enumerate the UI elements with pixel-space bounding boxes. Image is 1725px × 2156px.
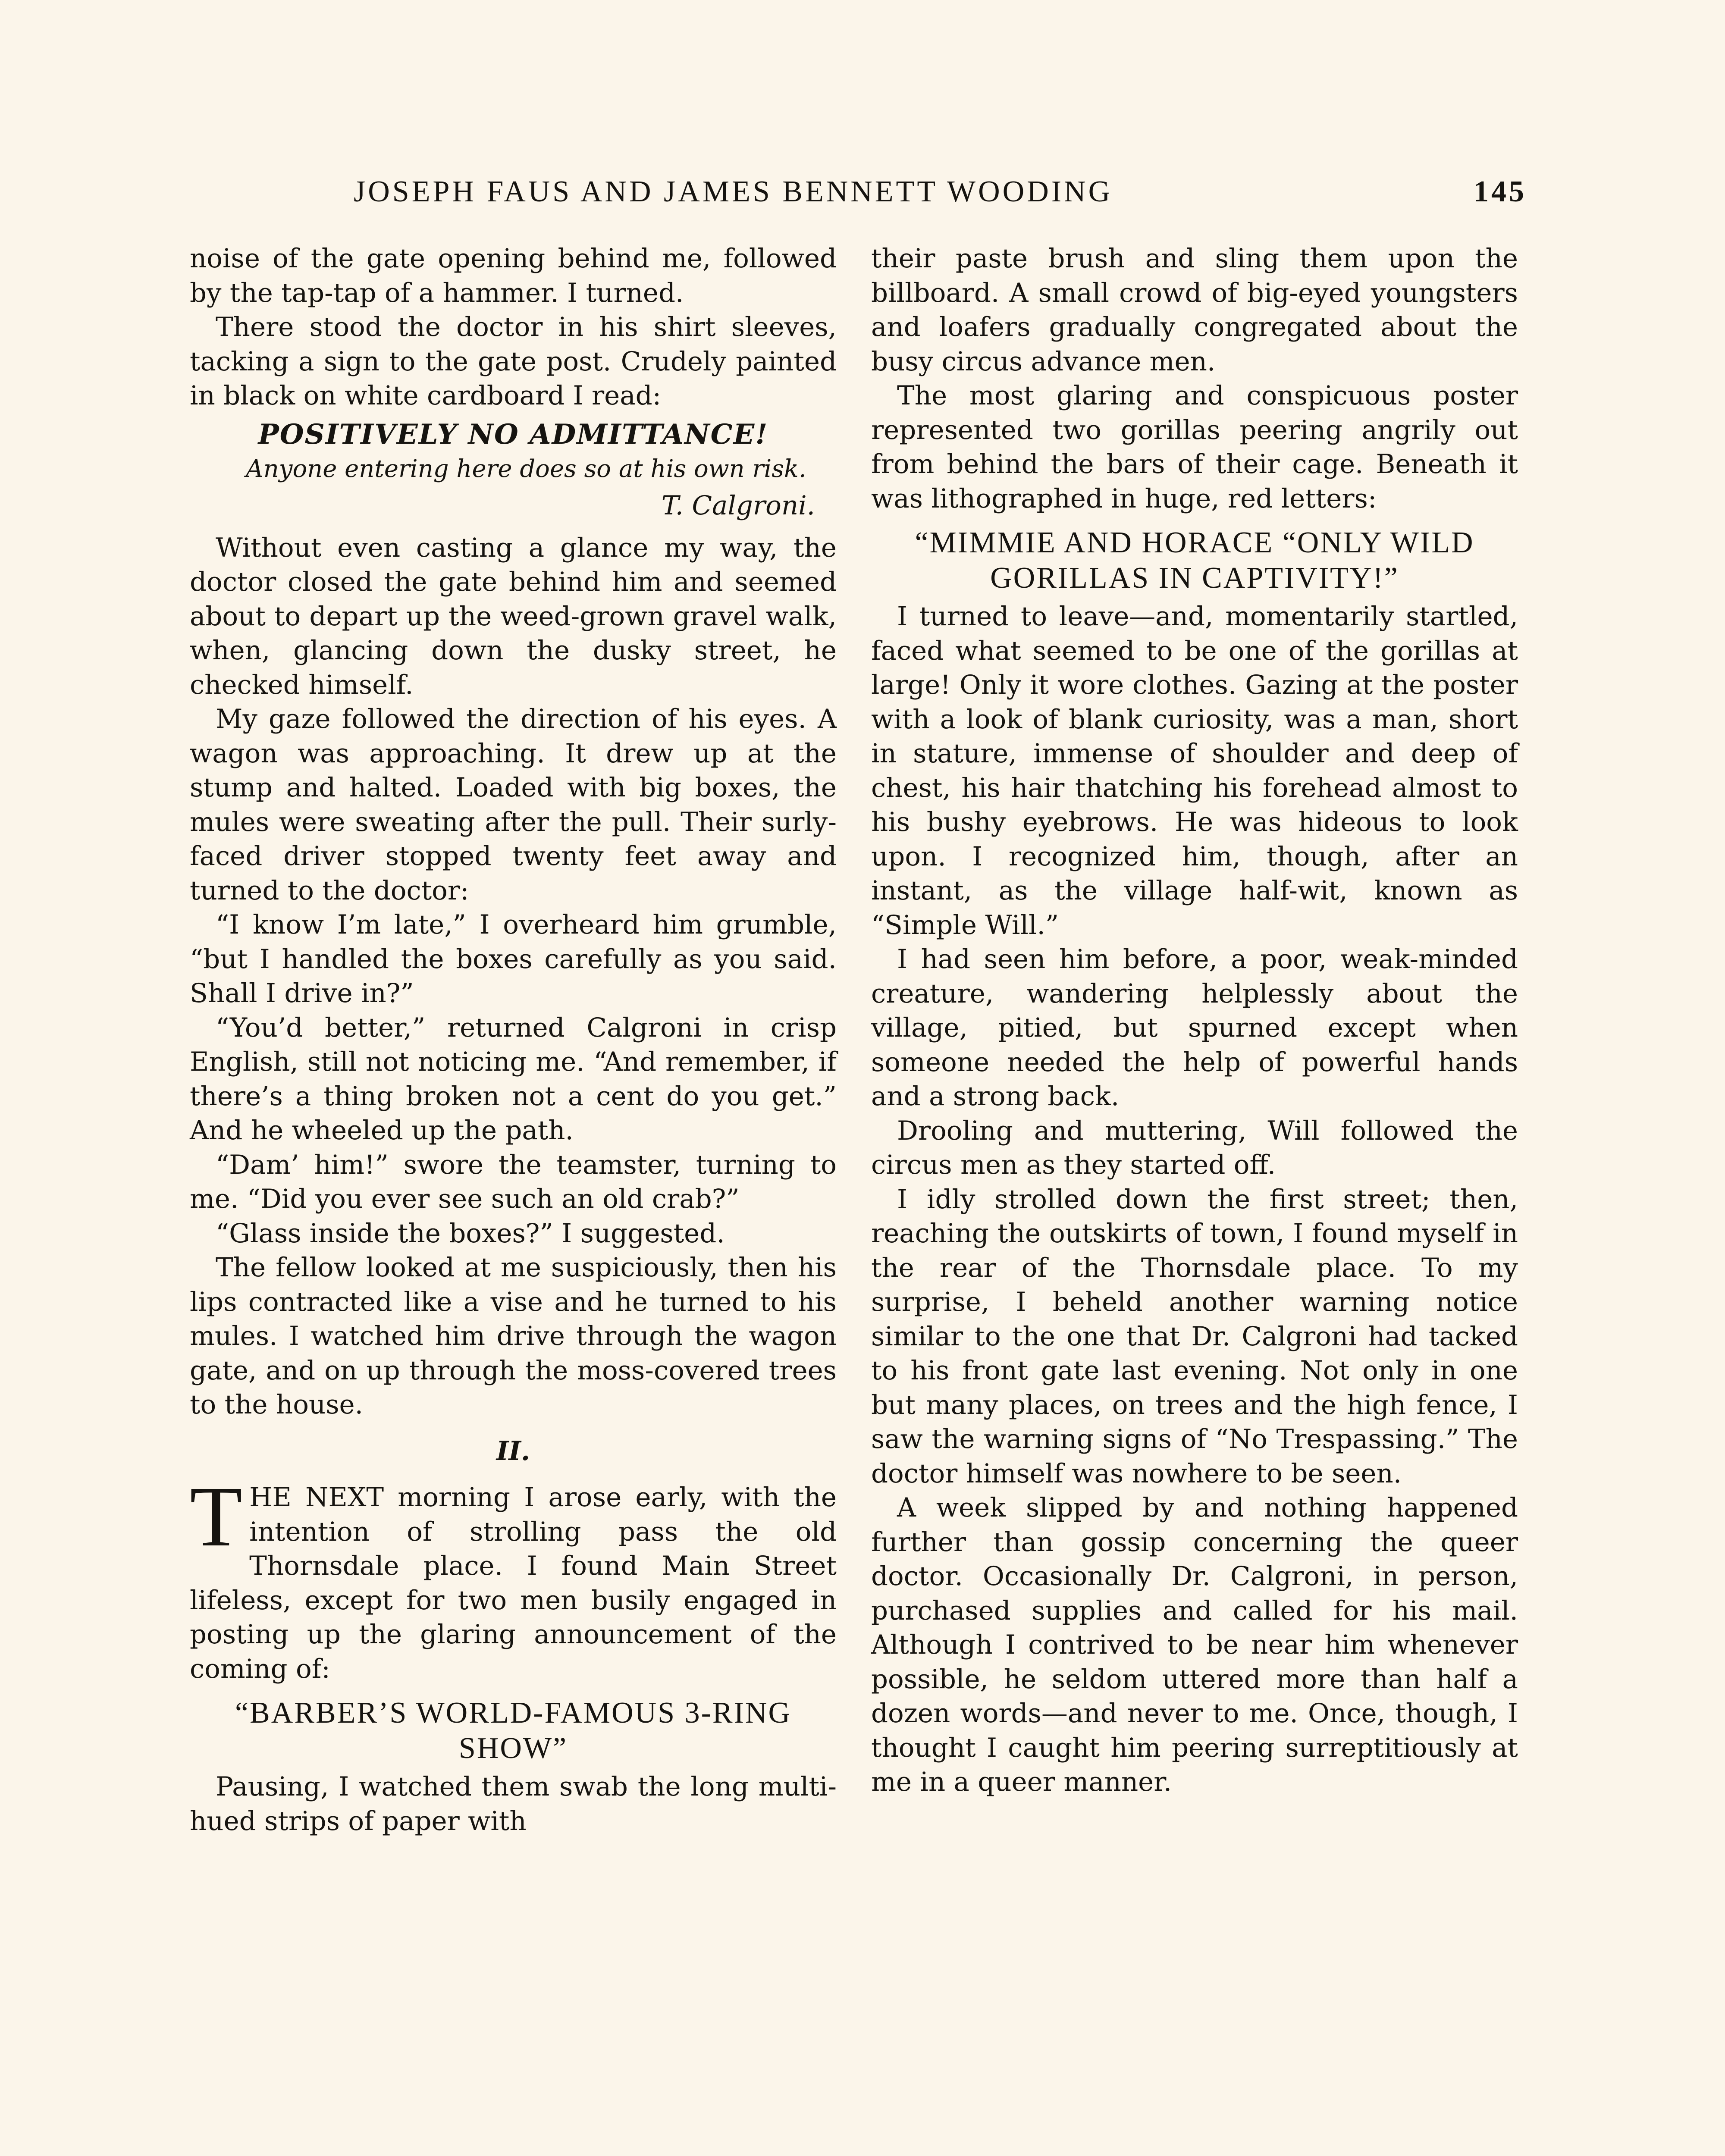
paragraph: I idly strolled down the first street; then, reaching the outskirts of town, I found myself in the rear of the Thornsdale place. To my surprise, I beheld another warning notice similar to the one that Dr. Calgroni had tacked to his front gate last evening. Not only in one but many places, on trees and the high fence, I saw the warning signs of “No Trespassing.” The doctor himself was nowhere to be seen.	[871, 1184, 1518, 1489]
running-header	[354, 170, 1527, 218]
paragraph: “You’d better,” returned Calgroni in crisp English, still not noticing me. “And remember, if there’s a thing broken not a cent do you get.” And he wheeled up the path.	[190, 1012, 837, 1146]
section-heading: II.	[496, 1435, 530, 1467]
paragraph: HE NEXT morning I arose early, with the intention of strolling pass the old Thornsdale place. I found Main Street lifeless, except for two men busily engaged in posting up the glaring announcement of the coming of:	[190, 1482, 837, 1684]
paragraph: A week slipped by and nothing happened further than gossip concerning the queer doctor. Occasionally Dr. Calgroni, in person, purchased supplies and called for his mail. Although I contrived to be near him whenever possible, he seldom uttered more than half a dozen words—and never to me. Once, though, I thought I caught him peering surreptitiously at me in a queer manner.	[871, 1492, 1518, 1797]
sign-body: Anyone entering here does so at his own risk.	[246, 455, 806, 483]
sign-signature: T. Calgroni.	[661, 490, 815, 521]
paragraph: My gaze followed the direction of his eyes. A wagon was approaching. It drew up at the stump and halted. Loaded with big boxes, the mules were sweating after the pull. Their surly-faced driver stopped twenty feet away and turned to the doctor:	[190, 704, 837, 906]
running-title: JOSEPH FAUS AND JAMES BENNETT WOODING	[354, 175, 1113, 208]
paragraph: There stood the doctor in his shirt sleeves, tacking a sign to the gate post. Crudely painted in black on white cardboard I read:	[190, 312, 837, 411]
paragraph: noise of the gate opening behind me, followed by the tap-tap of a hammer. I turned.	[190, 243, 837, 308]
paragraph: Drooling and muttering, Will followed the circus men as they started off.	[871, 1115, 1518, 1180]
paragraph: I turned to leave—and, momentarily startled, faced what seemed to be one of the gorillas at large! Only it wore clothes. Gazing at the poster with a look of blank curiosity, was a man, short in stature, immense of shoulder and deep of chest, his hair thatching his forehead almost to his bushy eyebrows. He was hideous to look upon. I recognized him, though, after an instant, as the village half-wit, known as “Simple Will.”	[871, 601, 1518, 940]
paragraph: The fellow looked at me suspiciously, then his lips contracted like a vise and he turned to his mules. I watched him drive through the wagon gate, and on up through the moss-covered trees to the house.	[190, 1252, 837, 1420]
paragraph: I had seen him before, a poor, weak-minded creature, wandering helplessly about the village, pitied, but spurned except when someone needed the help of powerful hands and a strong back.	[871, 944, 1518, 1112]
paragraph: “I know I’m late,” I overheard him grumble, “but I handled the boxes carefully as you said. Shall I drive in?”	[190, 909, 837, 1009]
paragraph: their paste brush and sling them upon the billboard. A small crowd of big-eyed youngsters and loafers gradually congregated about the busy circus advance men.	[871, 243, 1518, 377]
paragraph: Pausing, I watched them swab the long multi-hued strips of paper with	[190, 1771, 837, 1836]
page-number: 145	[1474, 175, 1527, 208]
poster-headline: “MIMMIE AND HORACE “ONLY WILD GORILLAS IN CAPTIVITY!”	[915, 526, 1474, 595]
paragraph: “Dam’ him!” swore the teamster, turning to me. “Did you ever see such an old crab?”	[190, 1149, 837, 1214]
paragraph: “Glass inside the boxes?” I suggested.	[216, 1218, 725, 1249]
left-column	[190, 241, 837, 1838]
drop-cap: T	[190, 1469, 243, 1564]
right-column	[871, 241, 1518, 1799]
sign-title: POSITIVELY NO ADMITTANCE!	[258, 418, 768, 451]
poster-headline: “BARBER’S WORLD-FAMOUS 3-RING SHOW”	[235, 1696, 792, 1765]
paragraph: Without even casting a glance my way, the doctor closed the gate behind him and seemed about to depart up the weed-grown gravel walk, when, glancing down the dusky street, he checked himself.	[190, 532, 837, 700]
paragraph: The most glaring and conspicuous poster represented two gorillas peering angrily out from behind the bars of their cage. Beneath it was lithographed in huge, red letters:	[871, 380, 1518, 514]
